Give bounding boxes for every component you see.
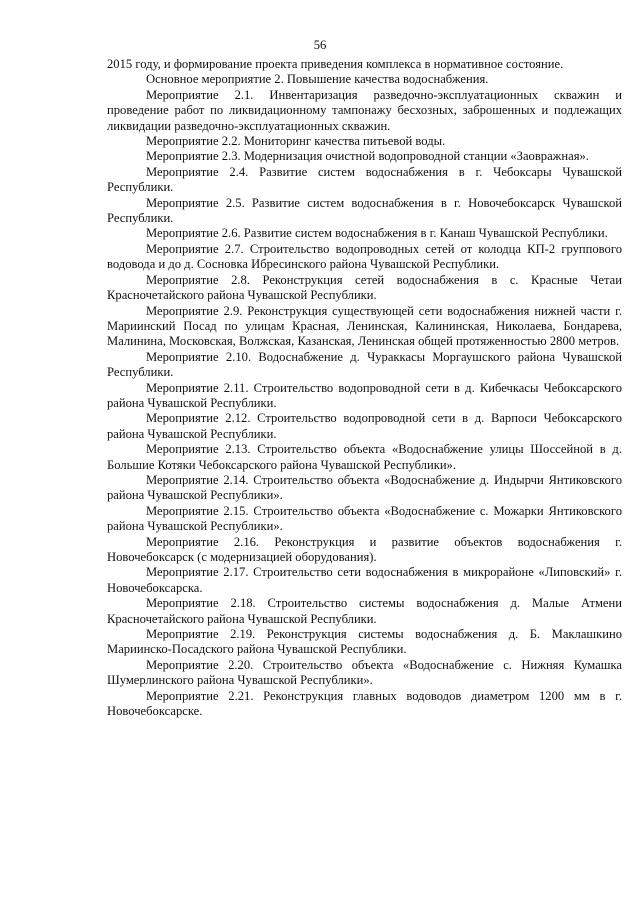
paragraph-measure-2-2: Мероприятие 2.2. Мониторинг качества питьевой воды.: [146, 134, 446, 149]
paragraph-measure-2-18: Мероприятие 2.18. Строительство системы водоснабжения д. Малые Атмени Красночетайского района Чувашской Республики.: [107, 596, 622, 626]
paragraph-measure-2-11: Мероприятие 2.11. Строительство водопроводной сети в д. Кибечкасы Чебоксарского района Чувашской Республики.: [107, 380, 622, 410]
paragraph-measure-2-20: Мероприятие 2.20. Строительство объекта «Водоснабжение с. Нижняя Кумашка Шумерлинского района Чувашской Республики».: [107, 657, 622, 688]
document-body: [107, 57, 622, 719]
paragraph-measure-2-4: Мероприятие 2.4. Развитие систем водоснабжения в г. Чебоксары Чувашской Республики.: [107, 164, 622, 195]
paragraph-measure-2-1: Мероприятие 2.1. Инвентаризация разведочно-эксплуатационных скважин и проведение работ по ликвидационному тампонажу бесхозных, заброшенных и подлежащих ликвидации разведочно-эксплуатационных скважин.: [107, 87, 622, 133]
paragraph-measure-2-21: Мероприятие 2.21. Реконструкция главных водоводов диаметром 1200 мм в г. Новочебоксарске.: [107, 688, 622, 719]
paragraph-main-measure-2: Основное мероприятие 2. Повышение качества водоснабжения.: [146, 72, 489, 87]
paragraph-measure-2-6: Мероприятие 2.6. Развитие систем водоснабжения в г. Канаш Чувашской Республики.: [146, 226, 608, 241]
paragraph-measure-2-8: Мероприятие 2.8. Реконструкция сетей водоснабжения в с. Красные Четаи Красночетайского района Чувашской Республики.: [107, 272, 622, 303]
paragraph-measure-2-14: Мероприятие 2.14. Строительство объекта «Водоснабжение д. Индырчи Янтиковского района Чувашской Республики».: [107, 472, 622, 503]
paragraph-measure-2-3: Мероприятие 2.3. Модернизация очистной водопроводной станции «Заовражная».: [146, 149, 589, 164]
paragraph-measure-2-7: Мероприятие 2.7. Строительство водопроводных сетей от колодца КП-2 группового водовода и до д. Сосновка Ибресинского района Чувашской Республики.: [107, 241, 622, 272]
paragraph-measure-2-19: Мероприятие 2.19. Реконструкция системы водоснабжения д. Б. Маклашкино Мариинско-Посадского района Чувашской Республики.: [107, 627, 622, 657]
paragraph-continuation: 2015 году, и формирование проекта приведения комплекса в нормативное состояние.: [107, 57, 564, 71]
paragraph-measure-2-12: Мероприятие 2.12. Строительство водопроводной сети в д. Варпоси Чебоксарского района Чувашской Республики.: [107, 411, 622, 441]
paragraph-measure-2-17: Мероприятие 2.17. Строительство сети водоснабжения в микрорайоне «Липовский» г. Новочебоксарска.: [107, 565, 622, 595]
paragraph-measure-2-13: Мероприятие 2.13. Строительство объекта «Водоснабжение улицы Шоссейной в д. Большие Котяки Чебоксарского района Чувашской Республики».: [107, 442, 622, 472]
page-number: 56: [313, 38, 327, 52]
paragraph-measure-2-5: Мероприятие 2.5. Развитие систем водоснабжения в г. Новочебоксарск Чувашской Республики.: [107, 195, 622, 226]
paragraph-measure-2-15: Мероприятие 2.15. Строительство объекта «Водоснабжение с. Можарки Янтиковского района Чувашской Республики».: [107, 503, 622, 534]
paragraph-measure-2-9: Мероприятие 2.9. Реконструкция существующей сети водоснабжения нижней части г. Мариинский Посад по улицам Красная, Ленинская, Калининская, Николаева, Бондарева, Малинина, Московская, Волжская, Казанская, Ленинская общей протяженностью 2800 метров.: [107, 303, 622, 349]
paragraph-measure-2-10: Мероприятие 2.10. Водоснабжение д. Чураккасы Моргаушского района Чувашской Республики.: [107, 349, 622, 380]
paragraph-measure-2-16: Мероприятие 2.16. Реконструкция и развитие объектов водоснабжения г. Новочебоксарск (с модернизацией оборудования).: [107, 534, 622, 564]
